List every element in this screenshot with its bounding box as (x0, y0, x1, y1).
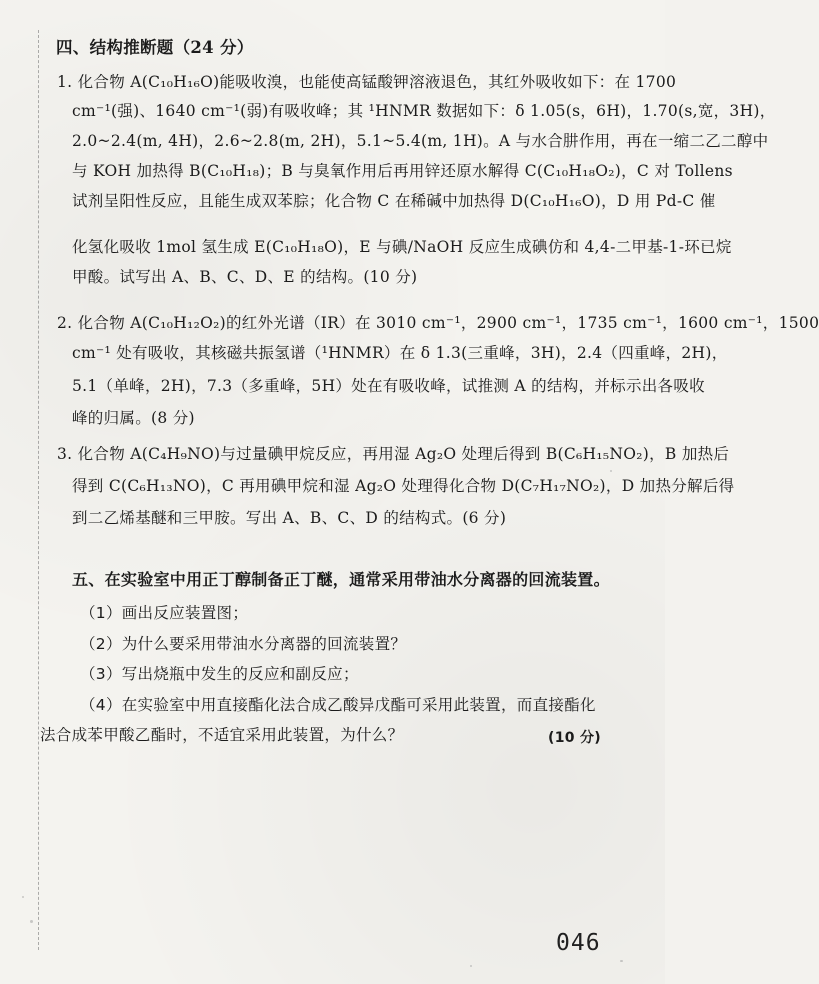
q1-line-7: 甲酸。试写出 A、B、C、D、E 的结构。(10 分) (72, 268, 418, 286)
section5-item-3: （3）写出烧瓶中发生的反应和副反应； (80, 665, 359, 683)
q3-line-1: 3. 化合物 A(C₄H₉NO)与过量碘甲烷反应，再用湿 Ag₂O 处理后得到 B(C₆H₁₅NO₂)，B 加热后 (57, 445, 730, 463)
section5-points: (10 分) (548, 730, 601, 746)
section5-heading: 五、在实验室中用正丁醇制备正丁醚，通常采用带油水分离器的回流装置。 (72, 570, 610, 589)
q2-line-2: cm⁻¹ 处有吸收，其核磁共振氢谱（¹HNMR）在 δ 1.3(三重峰，3H)，2.4（四重峰，2H)， (72, 344, 728, 362)
q3-line-3: 到二乙烯基醚和三甲胺。写出 A、B、C、D 的结构式。(6 分) (72, 509, 507, 527)
page-number: 046 (556, 930, 601, 956)
q1-line-4: 与 KOH 加热得 B(C₁₀H₁₈)；B 与臭氧作用后再用锌还原水解得 C(C₁₀H₁₈O₂)，C 对 Tollens (72, 162, 733, 180)
scan-speck (470, 965, 472, 967)
binding-margin-line (38, 30, 40, 950)
q2-line-3: 5.1（单峰，2H)，7.3（多重峰，5H）处在有吸收峰，试推测 A 的结构，并标示出各吸收 (72, 377, 705, 395)
section5-item-4: （4）在实验室中用直接酯化法合成乙酸异戊酯可采用此装置，而直接酯化 (80, 696, 596, 714)
scan-speck (620, 960, 623, 962)
q1-line-2: cm⁻¹(强)、1640 cm⁻¹(弱)有吸收峰；其 ¹HNMR 数据如下：δ 1.05(s，6H)，1.70(s,宽，3H)， (72, 102, 776, 120)
section4-heading: 四、结构推断题（24 分） (56, 38, 254, 57)
q3-line-2: 得到 C(C₆H₁₃NO)，C 再用碘甲烷和湿 Ag₂O 处理得化合物 D(C₇H₁₇NO₂)，D 加热分解后得 (72, 477, 735, 495)
section5-item-1: （1）画出反应装置图； (80, 604, 249, 622)
scan-speck (22, 896, 24, 898)
q1-line-5: 试剂呈阳性反应，且能生成双苯腙；化合物 C 在稀碱中加热得 D(C₁₀H₁₆O)，D 用 Pd-C 催 (72, 192, 716, 210)
scan-speck (610, 470, 612, 472)
q1-line-3: 2.0~2.4(m, 4H)，2.6~2.8(m, 2H)，5.1~5.4(m, 1H)。A 与水合肼作用，再在一缩二乙二醇中 (72, 132, 769, 150)
section5-item-2: （2）为什么要采用带油水分离器的回流装置？ (80, 635, 407, 653)
q1-line-1: 1. 化合物 A(C₁₀H₁₆O)能吸收溴，也能使高锰酸钾溶液退色，其红外吸收如下：在 1700 (57, 73, 677, 91)
section5-item-4-continued: 法合成苯甲酸乙酯时，不适宜采用此装置，为什么？ (40, 726, 404, 744)
scan-speck (30, 920, 33, 923)
q2-line-4: 峰的归属。(8 分) (72, 409, 195, 427)
q1-line-6: 化氢化吸收 1mol 氢生成 E(C₁₀H₁₈O)，E 与碘/NaOH 反应生成碘仿和 4,4-二甲基-1-环已烷 (72, 238, 732, 256)
q2-line-1: 2. 化合物 A(C₁₀H₁₂O₂)的红外光谱（IR）在 3010 cm⁻¹，2900 cm⁻¹，1735 cm⁻¹，1600 cm⁻¹，1500 (57, 314, 819, 332)
